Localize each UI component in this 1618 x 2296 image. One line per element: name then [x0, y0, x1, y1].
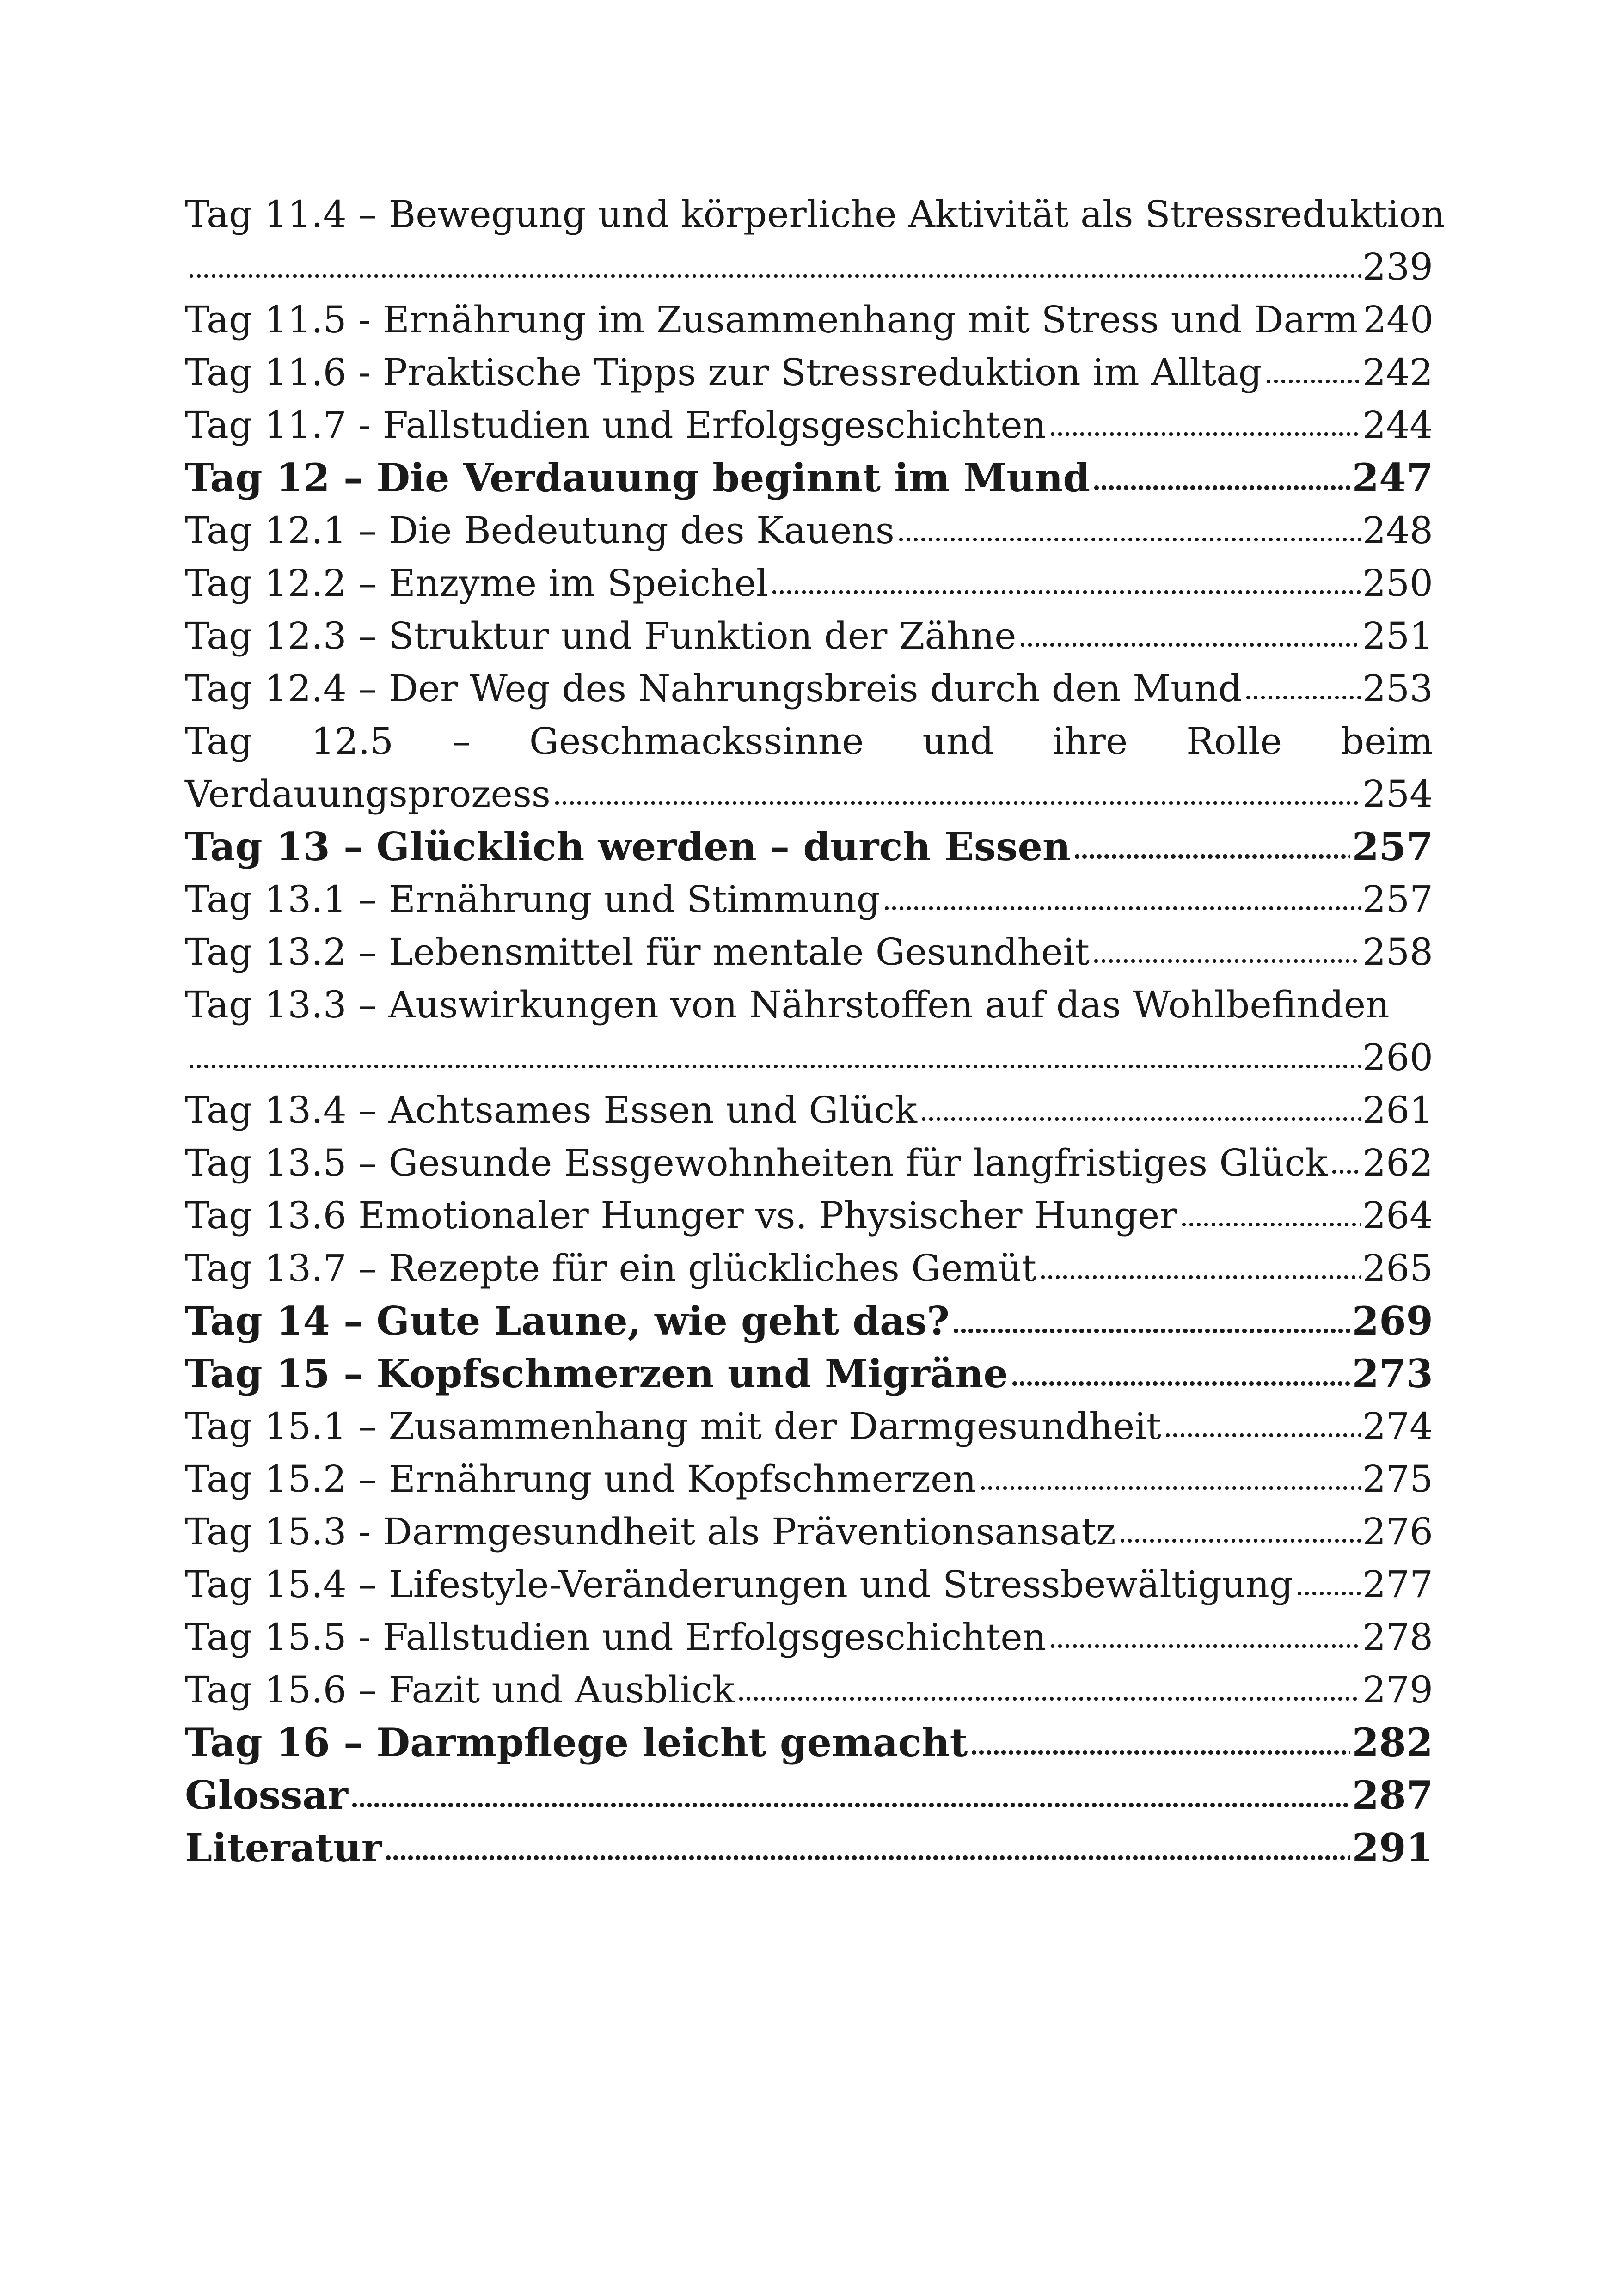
toc-entry[interactable] [185, 926, 1433, 979]
toc-entry[interactable] [185, 1242, 1433, 1295]
toc-entry[interactable] [185, 1400, 1433, 1453]
dot-leader [920, 1090, 1361, 1123]
toc-entry-page: 258 [1362, 931, 1433, 974]
toc-chapter-entry[interactable] [185, 452, 1433, 504]
dot-leader [385, 1826, 1350, 1861]
dot-leader [188, 1037, 1361, 1070]
toc-entry[interactable] [185, 873, 1433, 926]
toc-entry[interactable] [185, 662, 1433, 715]
toc-chapter-page: 273 [1352, 1351, 1433, 1396]
toc-entry-page: 274 [1362, 1405, 1433, 1448]
toc-entry[interactable] [185, 610, 1433, 662]
dot-leader [351, 1774, 1350, 1809]
title-word: ihre [1052, 720, 1128, 763]
toc-entry-title: Tag 12.3 – Struktur und Funktion der Zähne [185, 614, 1017, 657]
toc-chapter-entry[interactable] [185, 1295, 1433, 1347]
toc-entry[interactable] [185, 399, 1433, 452]
toc-entry-title: Tag 13.3 – Auswirkungen von Nährstoffen auf das Wohlbefinden [185, 983, 1390, 1026]
toc-chapter-entry[interactable] [185, 1769, 1433, 1822]
toc-entry-page: 260 [1362, 1036, 1433, 1079]
toc-entry-page: 254 [1362, 772, 1433, 815]
title-word: Tag [185, 720, 253, 763]
dot-leader [1119, 1511, 1361, 1544]
toc-entry-title: Tag 11.7 - Fallstudien und Erfolgsgeschichten [185, 404, 1047, 447]
toc-entry-page: 264 [1362, 1194, 1433, 1237]
toc-entry[interactable] [185, 1137, 1433, 1189]
toc-entry-title: Tag 11.4 – Bewegung und körperliche Aktivität als Stressreduktion [185, 193, 1445, 236]
toc-entry-title: Tag 13.4 – Achtsames Essen und Glück [185, 1089, 917, 1132]
toc-entry-page: 240 [1363, 298, 1434, 341]
toc-entry-title: Tag 15.4 – Lifestyle-Veränderungen und Stressbewältigung [185, 1563, 1293, 1606]
toc-chapter-page: 247 [1352, 455, 1433, 501]
toc-entry[interactable] [185, 294, 1433, 346]
toc-entry-title: Tag 11.5 - Ernährung im Zusammenhang mit Stress und Darm [185, 298, 1359, 341]
toc-entry-page: 251 [1362, 614, 1433, 657]
title-word: und [922, 720, 994, 763]
toc-entry-page: 244 [1362, 404, 1433, 447]
dot-leader [1011, 1352, 1350, 1387]
dot-leader [979, 1458, 1361, 1492]
toc-entry-title: Tag 13.6 Emotionaler Hunger vs. Physischer Hunger [185, 1194, 1177, 1237]
dot-leader [1019, 615, 1361, 649]
toc-entry[interactable] [185, 1506, 1433, 1558]
toc-entry-page: 276 [1362, 1510, 1433, 1553]
toc-entry-page: 242 [1362, 351, 1433, 394]
toc-entry-title: Tag 15.2 – Ernährung und Kopfschmerzen [185, 1457, 976, 1500]
toc-chapter-title: Tag 16 – Darmpflege leicht gemacht [185, 1720, 968, 1765]
toc-chapter-entry[interactable] [185, 1822, 1433, 1874]
toc-entry-page: 262 [1362, 1141, 1433, 1184]
toc-entry-title: Tag 13.2 – Lebensmittel für mentale Gesundheit [185, 931, 1090, 974]
table-of-contents [185, 188, 1445, 1874]
toc-entry-page: 275 [1362, 1457, 1433, 1500]
dot-leader [883, 879, 1361, 912]
toc-entry-title: Tag 12.1 – Die Bedeutung des Kauens [185, 509, 895, 552]
toc-entry-title: Tag 12.2 – Enzyme im Speichel [185, 562, 768, 605]
toc-chapter-entry[interactable] [185, 1347, 1433, 1400]
toc-entry-page: 261 [1362, 1089, 1433, 1132]
toc-entry[interactable] [185, 715, 1433, 820]
dot-leader [1049, 1616, 1361, 1650]
toc-chapter-title: Tag 14 – Gute Laune, wie geht das? [185, 1298, 950, 1344]
toc-entry[interactable] [185, 1664, 1433, 1716]
dot-leader [1330, 1142, 1361, 1176]
toc-entry-page: 250 [1362, 562, 1433, 605]
toc-entry-page: 265 [1362, 1247, 1433, 1290]
toc-entry[interactable] [185, 979, 1433, 1084]
toc-entry-title: Tag 11.6 - Praktische Tipps zur Stressreduktion im Alltag [185, 351, 1262, 394]
toc-entry-page: 253 [1362, 667, 1433, 710]
toc-entry-title: Tag 13.7 – Rezepte für ein glückliches Gemüt [185, 1247, 1037, 1290]
toc-chapter-title: Tag 15 – Kopfschmerzen und Migräne [185, 1351, 1008, 1396]
toc-chapter-title: Tag 12 – Die Verdauung beginnt im Mund [185, 455, 1091, 501]
toc-entry[interactable] [185, 504, 1433, 557]
toc-entry-title [185, 715, 1433, 768]
title-word: Geschmackssinne [529, 720, 864, 763]
toc-entry-title: Tag 13.5 – Gesunde Essgewohnheiten für langfristiges Glück [185, 1141, 1328, 1184]
toc-entry[interactable] [185, 557, 1433, 610]
title-word: Rolle [1186, 720, 1282, 763]
toc-entry-page: 278 [1362, 1616, 1433, 1659]
dot-leader [1093, 456, 1350, 491]
toc-chapter-page: 269 [1352, 1298, 1433, 1344]
toc-entry[interactable] [185, 346, 1433, 399]
toc-entry-title-cont: Verdauungsprozess [185, 772, 551, 815]
toc-entry[interactable] [185, 1084, 1433, 1137]
toc-entry-title: Tag 15.5 - Fallstudien und Erfolgsgeschichten [185, 1616, 1047, 1659]
toc-chapter-entry[interactable] [185, 1716, 1433, 1769]
dot-leader [952, 1299, 1350, 1335]
dot-leader [1092, 931, 1361, 965]
toc-chapter-title: Tag 13 – Glücklich werden – durch Essen [185, 824, 1071, 869]
toc-chapter-page: 282 [1352, 1720, 1433, 1765]
toc-entry-title: Tag 13.1 – Ernährung und Stimmung [185, 878, 880, 921]
dot-leader [1180, 1195, 1361, 1228]
toc-entry-page: 279 [1362, 1668, 1433, 1711]
dot-leader [1039, 1248, 1361, 1281]
toc-entry[interactable] [185, 1189, 1433, 1242]
toc-chapter-page: 257 [1352, 824, 1433, 869]
toc-chapter-title: Literatur [185, 1825, 382, 1871]
dot-leader [1244, 668, 1361, 701]
toc-chapter-page: 291 [1352, 1825, 1433, 1871]
toc-entry-page: 248 [1362, 509, 1433, 552]
toc-chapter-page: 287 [1352, 1772, 1433, 1818]
toc-entry[interactable] [185, 1453, 1433, 1506]
dot-leader [771, 563, 1361, 596]
toc-entry-title: Tag 15.3 - Darmgesundheit als Präventionsansatz [185, 1510, 1116, 1553]
title-word: beim [1340, 720, 1433, 763]
dot-leader [897, 510, 1361, 543]
dot-leader [970, 1721, 1350, 1756]
toc-entry[interactable] [185, 1558, 1433, 1611]
dot-leader [737, 1669, 1361, 1702]
dot-leader [188, 246, 1361, 280]
dot-leader [1265, 352, 1361, 385]
toc-entry[interactable] [185, 188, 1445, 294]
title-word: 12.5 [311, 720, 394, 763]
toc-chapter-title: Glossar [185, 1772, 348, 1818]
dot-leader [1164, 1406, 1361, 1439]
dot-leader [1073, 825, 1350, 860]
toc-entry-page: 239 [1362, 245, 1433, 288]
toc-entry-title: Tag 15.1 – Zusammenhang mit der Darmgesundheit [185, 1405, 1161, 1448]
toc-entry-title: Tag 12.4 – Der Weg des Nahrungsbreis durch den Mund [185, 667, 1242, 710]
toc-chapter-entry[interactable] [185, 820, 1433, 873]
toc-entry-page: 277 [1362, 1563, 1433, 1606]
toc-entry[interactable] [185, 1611, 1433, 1664]
toc-entry-page: 257 [1362, 878, 1433, 921]
title-word: – [452, 720, 471, 763]
toc-entry-title: Tag 15.6 – Fazit und Ausblick [185, 1668, 735, 1711]
dot-leader [1049, 404, 1361, 438]
dot-leader [553, 773, 1361, 807]
dot-leader [1296, 1564, 1361, 1597]
